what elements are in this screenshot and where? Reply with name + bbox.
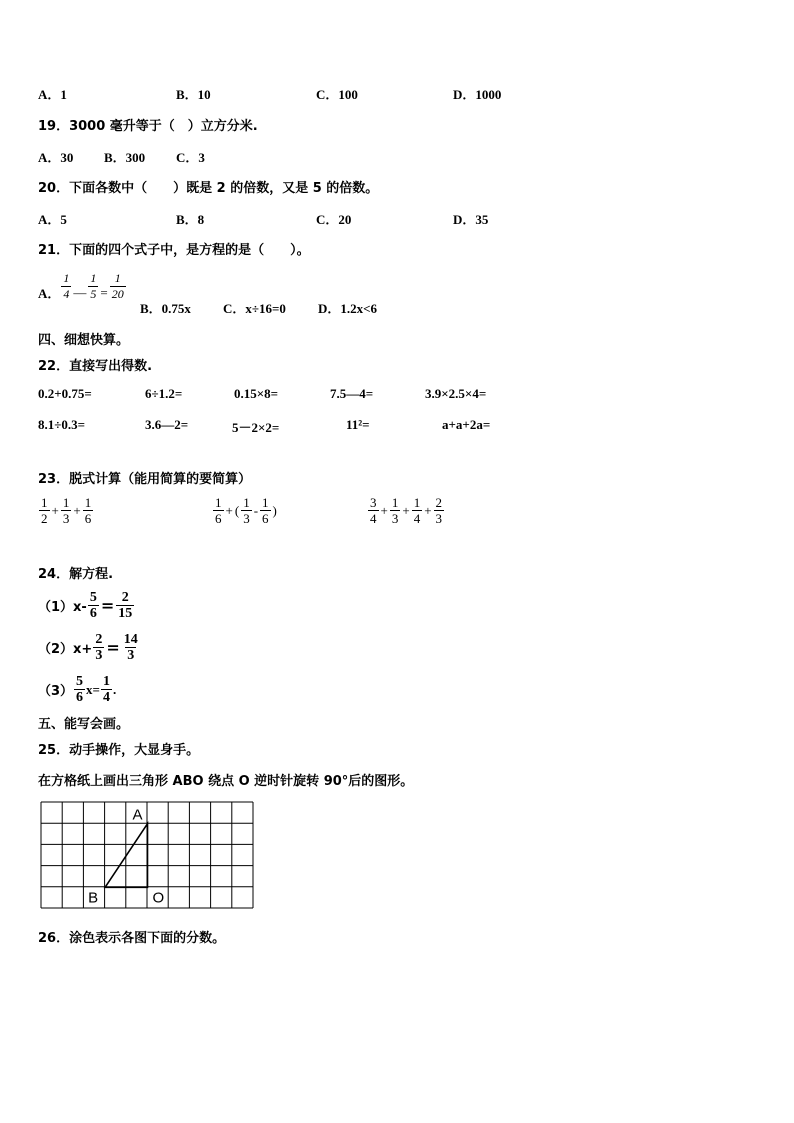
- left-paren: (: [234, 502, 240, 518]
- q24-equation-1: [38, 590, 135, 621]
- q18-option-a: A．1: [38, 87, 67, 102]
- q23-expression-3: [367, 495, 445, 526]
- q19-option-a: A．30: [38, 150, 74, 165]
- q21-option-b: B．0.75x: [140, 301, 191, 316]
- q22-r1-c5: 3.9×2.5×4=: [425, 386, 487, 401]
- q22-r2-c5: a+a+2a=: [442, 417, 491, 432]
- q18-option-b: B．10: [176, 87, 211, 102]
- fraction: $\frac{2}{15}$: [118, 590, 133, 621]
- fraction: $\frac{3}{4}$: [370, 495, 377, 526]
- plus-sign: +: [380, 502, 388, 518]
- q21-option-c: C．x÷16=0: [223, 301, 286, 316]
- q22-stem: 22．直接写出得数.: [38, 359, 153, 374]
- fraction: $\frac{1}{3}$: [62, 495, 70, 526]
- q20-stem: 20．下面各数中（ ）既是 2 的倍数，又是 5 的倍数。: [38, 181, 379, 196]
- q20-option-a: A．5: [38, 212, 67, 227]
- plus-sign: +: [73, 502, 81, 518]
- equation-label: （1）x-: [38, 600, 87, 615]
- q19-stem: 19．3000 毫升等于（ ）立方分米.: [38, 119, 258, 134]
- equation-label: （2）x+: [38, 642, 93, 657]
- q22-r1-c1: 0.2+0.75=: [38, 386, 92, 401]
- square-grid: [40, 801, 256, 913]
- equals-sign: =: [106, 638, 120, 657]
- fraction: $\frac{1}{6}$: [262, 495, 269, 526]
- q22-r2-c1: 8.1÷0.3=: [38, 417, 86, 432]
- section-4-heading: 四、细想快算。: [38, 333, 130, 348]
- period: .: [112, 681, 117, 697]
- q25-stem: 25．动手操作，大显身手。: [38, 743, 200, 758]
- fraction: $\frac{1}{3}$: [391, 495, 399, 526]
- fraction: $\frac{1}{6}$: [215, 495, 222, 526]
- q20-option-d: D．35: [453, 212, 489, 227]
- equals-sign: =: [100, 596, 115, 615]
- q22-r2-c2: 3.6—2=: [145, 417, 189, 432]
- q22-r1-c3: 0.15×8=: [234, 386, 279, 401]
- minus-sign: -: [253, 502, 259, 518]
- equation-mid: x=: [86, 681, 100, 697]
- equation-label: （3）: [38, 684, 74, 699]
- q25-instruction: 在方格纸上画出三角形 ABO 绕点 O 逆时针旋转 90°后的图形。: [38, 774, 414, 789]
- section-5-heading: 五、能写会画。: [38, 717, 130, 732]
- q20-option-c: C．20: [316, 212, 352, 227]
- q22-r1-c4: 7.5—4=: [330, 386, 374, 401]
- q23-stem: 23．脱式计算（能用简算的要简算）: [38, 472, 252, 487]
- q21-option-a-label: A．: [38, 286, 61, 301]
- fraction: $\frac{2}{3}$: [95, 632, 103, 663]
- q23-expression-2: [212, 495, 278, 526]
- fraction: $\frac{14}{3}$: [123, 632, 138, 663]
- fraction: $\frac{1}{4}$: [413, 495, 421, 526]
- fraction: $\frac{1}{4}$: [102, 674, 110, 705]
- q22-r1-c2: 6÷1.2=: [145, 386, 183, 401]
- equals-sign: =: [100, 284, 108, 300]
- q21-option-a: [38, 271, 127, 302]
- minus-sign: —: [73, 284, 87, 300]
- q22-r2-c3: 5－2×2=: [232, 420, 280, 435]
- q18-option-c: C．100: [316, 87, 358, 102]
- q24-stem: 24．解方程.: [38, 567, 114, 582]
- q23-expression-1: [38, 495, 94, 526]
- q24-equation-3: [38, 674, 116, 705]
- point-b-label: B: [88, 889, 99, 907]
- right-paren: ): [272, 502, 277, 518]
- fraction: $\frac{1}{5}$: [90, 271, 97, 301]
- plus-sign: +: [225, 502, 233, 518]
- fraction: $\frac{1}{3}$: [243, 495, 250, 526]
- q18-option-d: D．1000: [453, 87, 502, 102]
- plus-sign: +: [424, 502, 432, 518]
- q24-equation-2: [38, 632, 141, 663]
- fraction: $\frac{1}{4}$: [63, 271, 70, 301]
- plus-sign: +: [402, 502, 410, 518]
- plus-sign: +: [51, 502, 59, 518]
- fraction: $\frac{2}{3}$: [435, 495, 443, 526]
- q26-stem: 26．涂色表示各图下面的分数。: [38, 931, 226, 946]
- fraction: $\frac{1}{6}$: [84, 495, 92, 526]
- fraction: $\frac{5}{6}$: [89, 590, 97, 621]
- point-a-label: A: [132, 806, 143, 824]
- q21-option-d: D．1.2x<6: [318, 301, 378, 316]
- fraction: $\frac{5}{6}$: [76, 674, 84, 705]
- point-o-label: O: [152, 889, 165, 907]
- q22-r2-c4: 11²=: [346, 417, 370, 432]
- fraction: $\frac{1}{20}$: [111, 271, 124, 301]
- fraction: $\frac{1}{2}$: [41, 495, 48, 526]
- q21-stem: 21．下面的四个式子中，是方程的是（ ）。: [38, 243, 310, 258]
- q19-option-b: B．300: [104, 150, 146, 165]
- q19-option-c: C．3: [176, 150, 205, 165]
- q20-option-b: B．8: [176, 212, 205, 227]
